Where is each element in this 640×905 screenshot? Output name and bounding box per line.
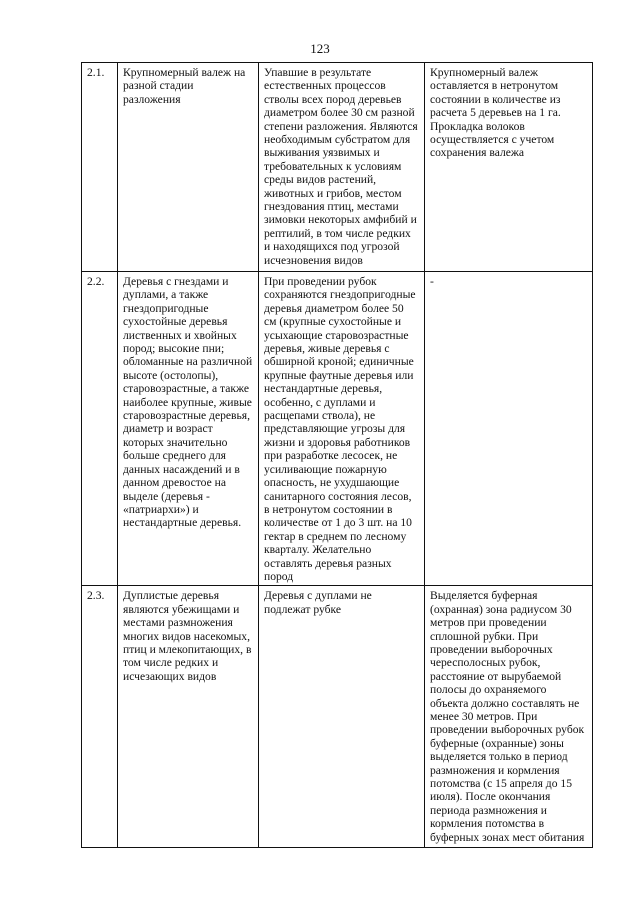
recommendation-cell: Крупномерный валеж оставляется в нетронутом состоянии в количестве из расчета 5 деревьев на 1 га. Прокладка волоков осуществляется с учетом сохранения валежа (425, 63, 593, 272)
description-cell: Деревья с дуплами не подлежат рубке (259, 586, 425, 848)
table-row (82, 586, 593, 848)
row-number-cell: 2.1. (82, 63, 118, 272)
description-cell: При проведении рубок сохраняются гнездопригодные деревья диаметром более 50 см (крупные сухостойные и усыхающие старовозрастные деревья, живые деревья с обширной кроной; единичные крупные фаутные деревья или нестандартные деревья, особенно, с дуплами и расщепами ствола), не представляющие угрозы для жизни и здоровья работников при разработке лесосек, не усиливающие пожарную опасность, не ухудшающие санитарного состояния лесов, в нетронутом состоянии в количестве от 1 до 3 шт. на 10 гектар в среднем по лесному кварталу. Желательно оставлять деревья разных пород (259, 272, 425, 586)
row-number-cell: 2.2. (82, 272, 118, 586)
table-row (82, 63, 593, 272)
page-number: 123 (310, 41, 330, 56)
description-cell: Упавшие в результате естественных процессов стволы всех пород деревьев диаметром более 30 см разной степени разложения. Являются необходимым субстратом для выживания уязвимых и требовательных к условиям среды видов растений, животных и грибов, местом гнездования птиц, местами зимовки некоторых амфибий и рептилий, в том числе редких и находящихся под угрозой исчезновения видов (259, 63, 425, 272)
recommendation-cell: Выделяется буферная (охранная) зона радиусом 30 метров при проведении сплошной рубки. При проведении выборочных чересполосных рубок, расстояние от вырубаемой полосы до охраняемого объекта должно составлять не менее 30 метров. При проведении выборочных рубок буферные (охранные) зоны выделяется только в период размножения и кормления потомства (с 15 апреля до 15 июля). После окончания периода размножения и кормления потомства в буферных зонах мест обитания (425, 586, 593, 848)
document-table (81, 62, 593, 848)
object-name-cell: Дуплистые деревья являются убежищами и местами размножения многих видов насекомых, птиц и млекопитающих, в том числе редких и исчезающих видов (118, 586, 259, 848)
object-name-cell: Деревья с гнездами и дуплами, а также гнездопригодные сухостойные деревья лиственных и хвойных пород; высокие пни; обломанные на различной высоте (остолопы), старовозрастные, а также наиболее крупные, живые старовозрастные деревья, диаметр и возраст которых значительно больше среднего для данных насаждений и в данном древостое на выделе (деревья - «патриархи») и нестандартные деревья. (118, 272, 259, 586)
table-row (82, 272, 593, 586)
recommendation-cell: - (425, 272, 593, 586)
object-name-cell: Крупномерный валеж на разной стадии разложения (118, 63, 259, 272)
row-number-cell: 2.3. (82, 586, 118, 848)
